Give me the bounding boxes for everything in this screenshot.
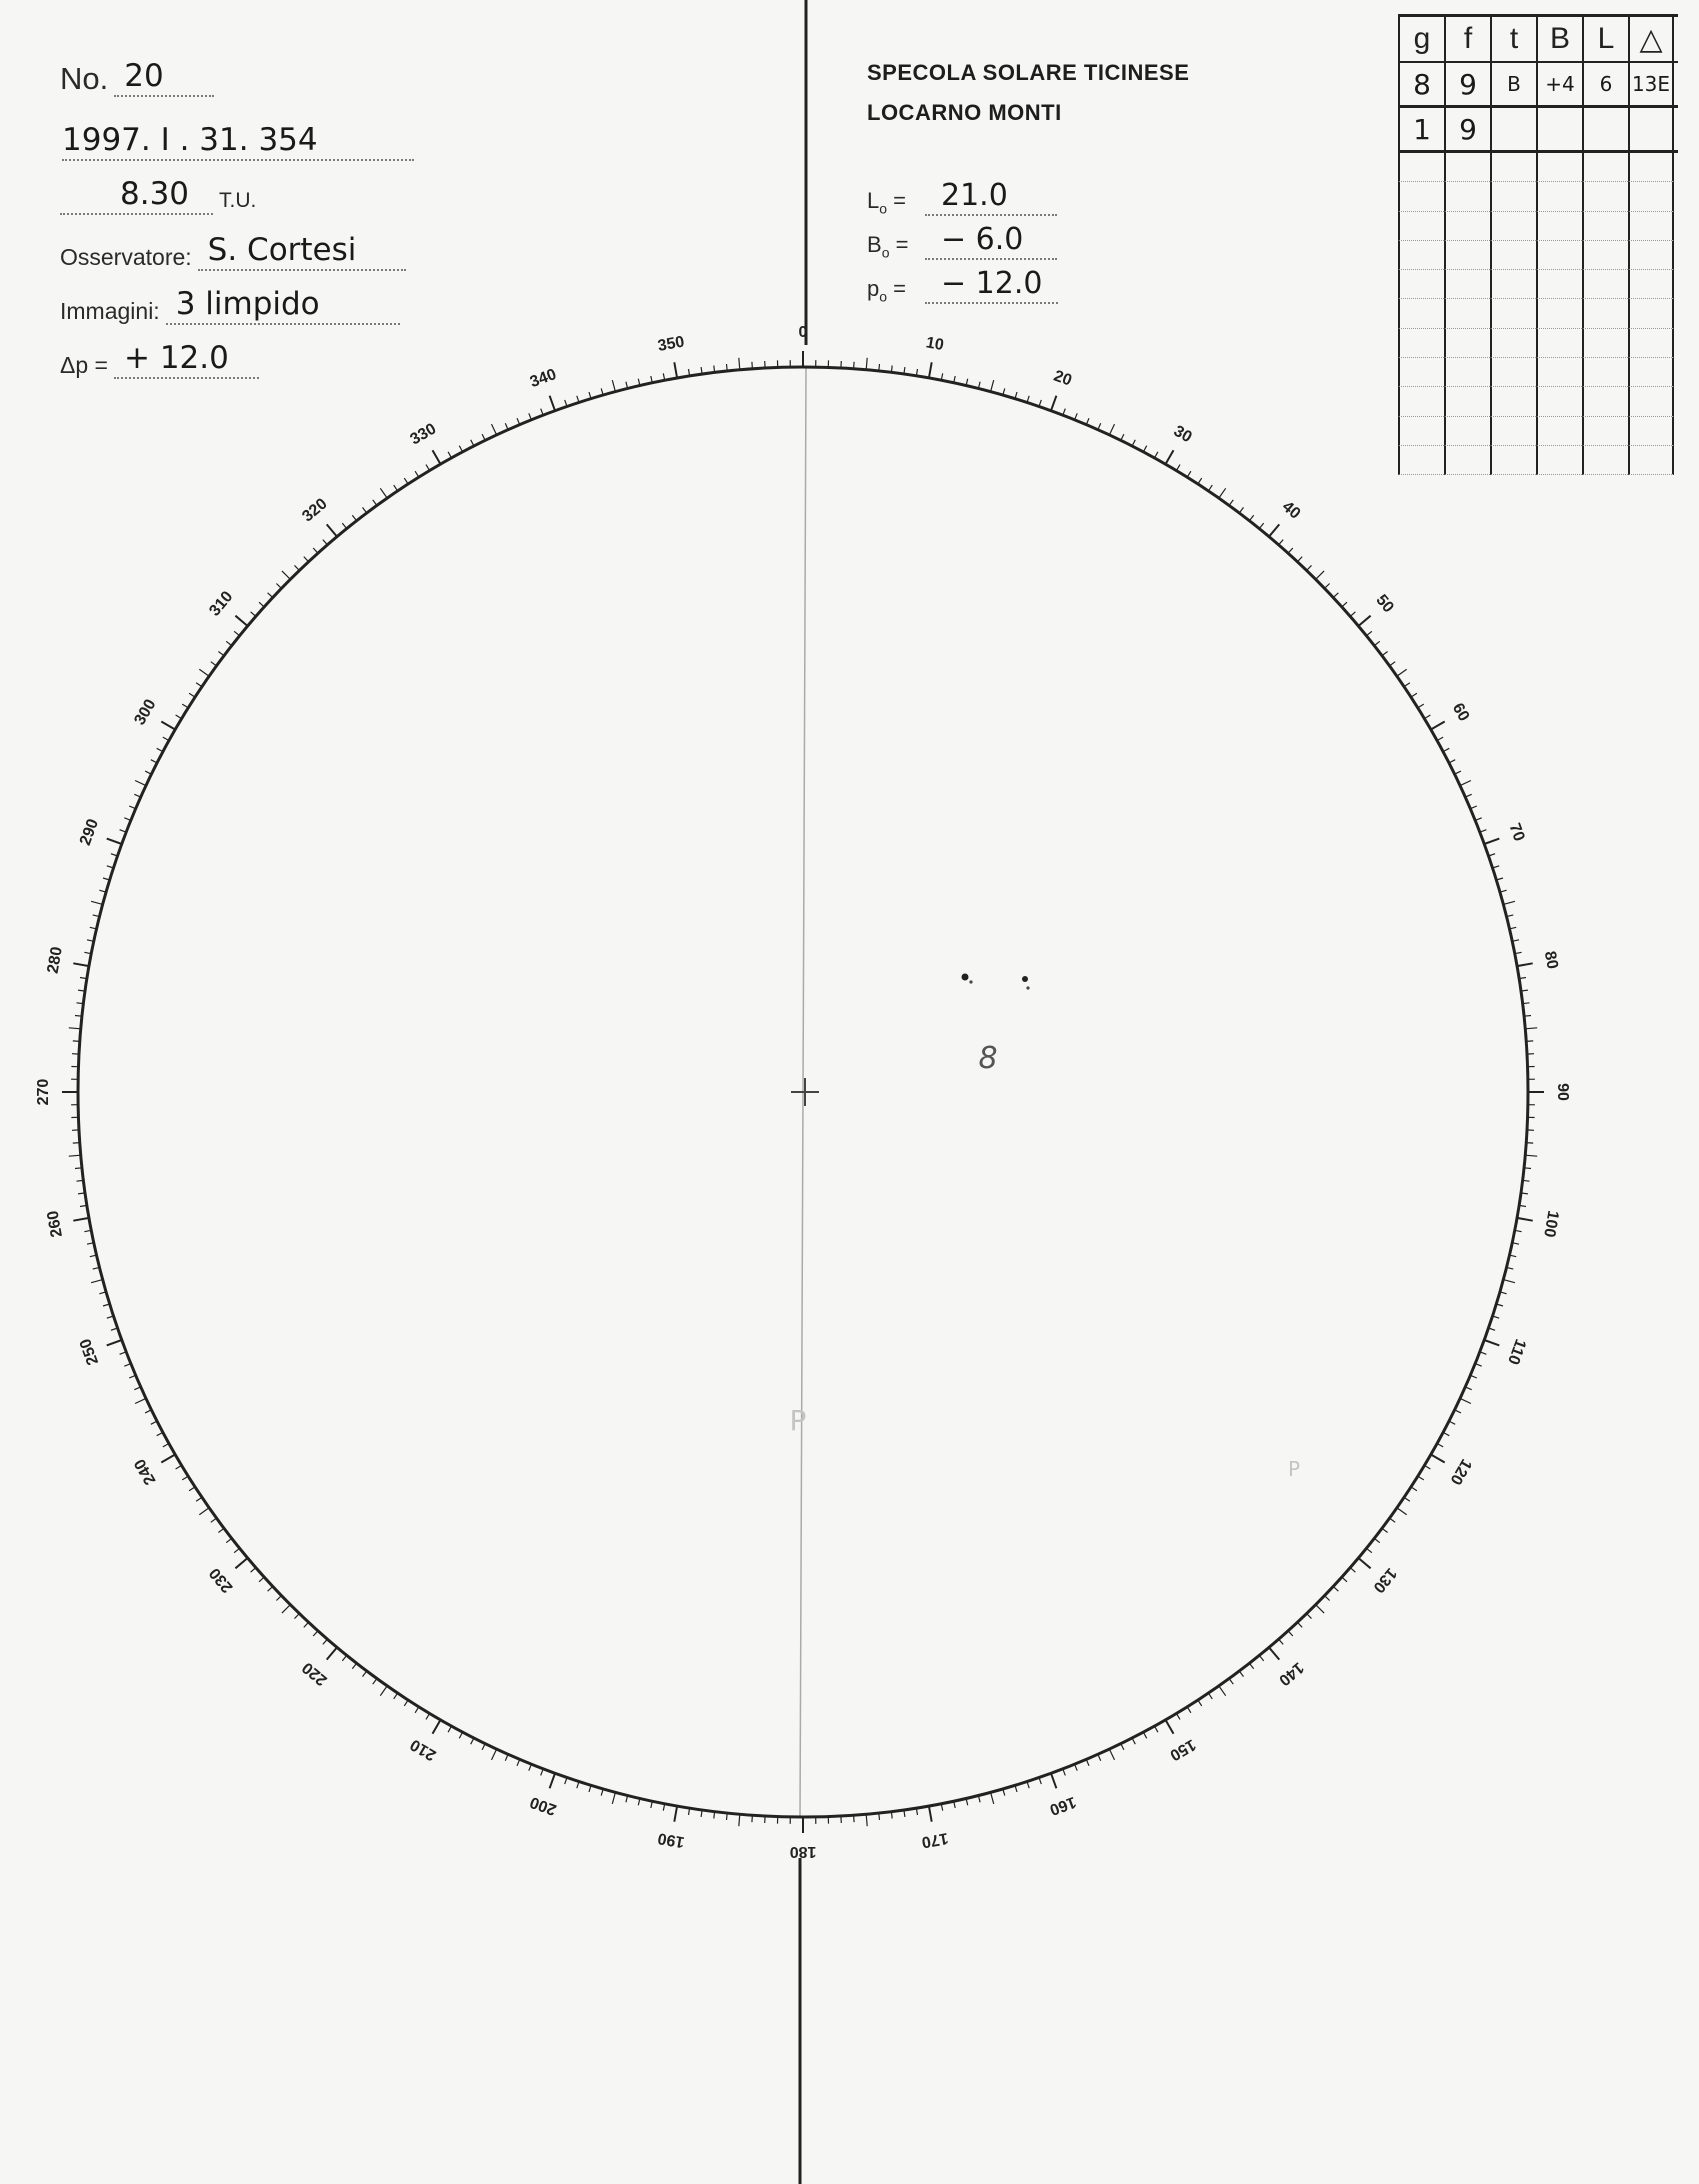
degree-tick	[373, 500, 377, 506]
degree-tick	[1358, 616, 1370, 626]
B0-value: − 6.0	[925, 222, 1057, 260]
degree-tick	[75, 1016, 82, 1017]
degree-label-180: 180	[789, 1842, 817, 1860]
degree-label-140: 140	[1275, 1658, 1307, 1689]
degree-tick	[157, 748, 163, 751]
degree-tick	[492, 424, 497, 435]
degree-tick	[1350, 1568, 1355, 1573]
table-cell: 1	[1398, 108, 1444, 150]
degree-tick	[1333, 1586, 1338, 1591]
degree-tick	[1279, 1639, 1284, 1644]
col-L-header: L	[1582, 17, 1628, 61]
degree-tick	[323, 1639, 328, 1644]
p0-value: − 12.0	[925, 266, 1058, 304]
degree-tick	[866, 1814, 867, 1826]
degree-tick	[1449, 760, 1455, 763]
degree-tick	[235, 1558, 247, 1568]
delta-p-value: + 12.0	[114, 342, 259, 379]
degree-tick	[211, 662, 217, 666]
degree-tick	[1460, 781, 1471, 786]
degree-tick	[929, 1806, 932, 1822]
degree-tick	[342, 1655, 346, 1661]
degree-tick	[1524, 1168, 1531, 1169]
degree-tick	[752, 362, 753, 369]
degree-tick	[433, 450, 441, 464]
degree-tick	[448, 1726, 451, 1732]
degree-tick	[1449, 1421, 1455, 1424]
degree-tick	[196, 683, 202, 687]
degree-label-200: 200	[527, 1792, 559, 1819]
degree-tick	[1366, 631, 1372, 635]
degree-tick	[69, 1028, 81, 1029]
degree-tick	[91, 901, 103, 904]
degree-label-170: 170	[920, 1829, 950, 1851]
degree-tick	[1307, 1614, 1312, 1619]
degree-label-320: 320	[299, 495, 331, 526]
degree-tick	[1431, 1455, 1445, 1463]
table-cell: 6	[1582, 63, 1628, 105]
degree-tick	[1325, 584, 1330, 589]
degree-tick	[1342, 1577, 1347, 1582]
degree-tick	[1404, 683, 1410, 687]
degree-tick	[739, 1814, 740, 1826]
observatory-location: LOCARNO MONTI	[867, 100, 1062, 125]
degree-label-0: 0	[798, 324, 808, 342]
degree-label-310: 310	[206, 588, 237, 620]
degree-tick	[1208, 1693, 1212, 1699]
degree-tick	[752, 1815, 753, 1822]
degree-tick	[1132, 440, 1135, 446]
degree-tick	[1208, 485, 1212, 491]
degree-tick	[1166, 450, 1174, 464]
degree-tick	[182, 704, 188, 708]
degree-tick	[363, 507, 367, 513]
degree-tick	[1523, 1180, 1530, 1181]
degree-tick	[211, 1518, 217, 1522]
degree-tick	[1249, 1663, 1253, 1669]
degree-tick	[1316, 571, 1324, 579]
B0-label: B	[867, 231, 882, 257]
degree-tick	[891, 366, 892, 373]
degree-tick	[1325, 1596, 1330, 1601]
degree-label-290: 290	[76, 816, 103, 848]
degree-tick	[1155, 1726, 1158, 1732]
degree-tick	[433, 1720, 441, 1734]
degree-tick	[1288, 548, 1293, 553]
degree-tick	[77, 1003, 84, 1004]
degree-tick	[251, 612, 256, 617]
degree-label-120: 120	[1446, 1455, 1475, 1488]
degree-label-240: 240	[131, 1455, 160, 1488]
degree-tick	[251, 1568, 256, 1573]
degree-tick	[268, 593, 273, 598]
sunspot	[1026, 986, 1029, 989]
degree-label-50: 50	[1372, 591, 1397, 617]
degree-tick	[363, 1671, 367, 1677]
table-cell: B	[1490, 63, 1536, 105]
degree-tick	[107, 1340, 122, 1345]
degree-tick	[1390, 1518, 1396, 1522]
degree-tick	[1288, 1631, 1293, 1636]
degree-tick	[550, 1773, 555, 1788]
degree-tick	[342, 523, 346, 529]
table-cell: 13E	[1628, 63, 1674, 105]
time-value: 8.30	[60, 178, 213, 215]
degree-tick	[1132, 1738, 1135, 1744]
degree-tick	[1350, 612, 1355, 617]
sunspot	[1022, 976, 1028, 982]
degree-tick	[1526, 1143, 1533, 1144]
degree-tick	[394, 485, 398, 491]
degree-label-330: 330	[407, 420, 440, 449]
degree-tick	[1176, 1713, 1180, 1719]
degree-tick	[1437, 1444, 1443, 1447]
degree-tick	[1109, 1749, 1114, 1760]
degree-tick	[276, 1596, 281, 1601]
degree-tick	[1443, 1432, 1449, 1435]
degree-tick	[404, 478, 408, 484]
degree-tick	[1390, 662, 1396, 666]
degree-tick	[459, 446, 462, 452]
degree-tick	[448, 452, 451, 458]
degree-tick	[415, 471, 419, 477]
L0-eq: =	[893, 187, 907, 213]
degree-label-280: 280	[44, 945, 66, 975]
degree-label-270: 270	[35, 1078, 53, 1106]
degree-tick	[161, 1455, 175, 1463]
degree-tick	[1418, 1476, 1424, 1480]
degree-label-350: 350	[656, 333, 686, 355]
degree-tick	[199, 1508, 209, 1515]
degree-tick	[1503, 901, 1515, 904]
degree-tick	[879, 364, 880, 371]
L0-sub: o	[879, 200, 888, 216]
degree-tick	[471, 440, 474, 446]
degree-tick	[323, 540, 328, 545]
degree-tick	[282, 1605, 290, 1613]
degree-tick	[415, 1707, 419, 1713]
degree-tick	[380, 488, 387, 498]
degree-tick	[879, 1813, 880, 1820]
degree-tick	[1358, 1558, 1370, 1568]
degree-tick	[404, 1700, 408, 1706]
L0-label: L	[867, 187, 880, 213]
degree-tick	[313, 548, 318, 553]
degree-tick	[1239, 1671, 1243, 1677]
degree-tick	[1524, 1016, 1531, 1017]
degree-tick	[1109, 424, 1114, 435]
degree-tick	[1397, 1508, 1407, 1515]
sunspot	[969, 980, 972, 983]
degree-tick	[1525, 1028, 1537, 1029]
degree-tick	[1316, 1605, 1324, 1613]
degree-tick	[73, 1143, 80, 1144]
degree-tick	[182, 1476, 188, 1480]
degree-tick	[1307, 565, 1312, 570]
degree-tick	[727, 364, 728, 371]
table-cell: 9	[1444, 63, 1490, 105]
degree-label-30: 30	[1170, 422, 1195, 447]
degree-tick	[674, 362, 677, 378]
degree-tick	[1418, 704, 1424, 708]
degree-tick	[276, 584, 281, 589]
degree-tick	[1437, 737, 1443, 740]
degree-tick	[218, 1528, 224, 1532]
faint-pencil-mark: P	[789, 1404, 807, 1437]
degree-tick	[929, 362, 932, 378]
degree-label-80: 80	[1540, 949, 1561, 971]
degree-tick	[226, 1538, 232, 1542]
L0-value: 21.0	[925, 178, 1057, 216]
degree-tick	[1269, 524, 1279, 536]
degree-tick	[163, 1444, 169, 1447]
col-delta-header: △	[1628, 17, 1674, 61]
degree-tick	[394, 1693, 398, 1699]
B0-eq: =	[895, 231, 909, 257]
degree-tick	[1259, 523, 1263, 529]
degree-tick	[1517, 963, 1533, 966]
images-value: 3 limpido	[166, 288, 400, 325]
degree-tick	[176, 715, 182, 719]
degree-tick	[163, 737, 169, 740]
degree-tick	[176, 1465, 182, 1469]
degree-tick	[135, 781, 146, 786]
degree-label-220: 220	[299, 1658, 331, 1689]
degree-tick	[189, 1487, 195, 1491]
degree-tick	[1166, 1720, 1174, 1734]
degree-tick	[1424, 1465, 1430, 1469]
degree-tick	[313, 1631, 318, 1636]
p0-sub: o	[879, 288, 888, 304]
degree-tick	[1523, 1003, 1530, 1004]
degree-label-20: 20	[1051, 367, 1074, 390]
degree-tick	[1411, 693, 1417, 697]
degree-tick	[714, 1812, 715, 1819]
faint-pencil-mark: P	[1287, 1457, 1301, 1481]
degree-tick	[151, 760, 157, 763]
degree-tick	[373, 1679, 377, 1685]
degree-label-110: 110	[1504, 1336, 1529, 1367]
degree-tick	[234, 1548, 240, 1552]
degree-tick	[727, 1813, 728, 1820]
degree-label-150: 150	[1166, 1735, 1199, 1764]
degree-tick	[1484, 839, 1499, 844]
degree-tick	[295, 1614, 300, 1619]
degree-tick	[234, 631, 240, 635]
degree-tick	[1525, 1155, 1537, 1156]
degree-tick	[1239, 507, 1243, 513]
degree-tick	[492, 1749, 497, 1760]
degree-label-190: 190	[656, 1829, 686, 1851]
degree-tick	[1198, 1700, 1202, 1706]
col-f-header: f	[1444, 17, 1490, 61]
degree-tick	[1526, 1041, 1533, 1042]
degree-tick	[1051, 1773, 1056, 1788]
degree-tick	[1279, 540, 1284, 545]
degree-tick	[891, 1812, 892, 1819]
degree-tick	[73, 1218, 89, 1221]
degree-tick	[1411, 1487, 1417, 1491]
p0-label: p	[867, 275, 880, 301]
degree-tick	[1366, 1548, 1372, 1552]
degree-label-70: 70	[1505, 821, 1528, 844]
degree-tick	[1229, 1679, 1233, 1685]
degree-tick	[1198, 478, 1202, 484]
number-label: No.	[60, 60, 109, 96]
degree-label-340: 340	[527, 365, 559, 392]
degree-tick	[1219, 488, 1226, 498]
degree-tick	[1187, 1707, 1191, 1713]
degree-tick	[854, 1815, 855, 1822]
degree-tick	[327, 1647, 337, 1659]
degree-tick	[612, 380, 615, 392]
degree-label-100: 100	[1540, 1209, 1562, 1239]
degree-tick	[1374, 1538, 1380, 1542]
degree-tick	[69, 1155, 81, 1156]
degree-tick	[107, 839, 122, 844]
degree-tick	[1155, 452, 1158, 458]
degree-tick	[259, 602, 264, 607]
degree-tick	[282, 571, 290, 579]
degree-label-300: 300	[131, 696, 160, 729]
degree-tick	[1259, 1655, 1263, 1661]
degree-tick	[1051, 396, 1056, 411]
degree-label-160: 160	[1047, 1792, 1079, 1819]
degree-tick	[1431, 722, 1445, 730]
degree-tick	[866, 358, 867, 370]
degree-tick	[135, 1398, 146, 1403]
degree-tick	[1503, 1280, 1515, 1283]
degree-tick	[151, 1421, 157, 1424]
observatory-name: SPECOLA SOLARE TICINESE	[867, 60, 1190, 85]
degree-tick	[471, 1738, 474, 1744]
degree-tick	[1382, 1528, 1388, 1532]
number-value: 20	[114, 60, 213, 97]
degree-tick	[75, 1168, 82, 1169]
degree-tick	[1269, 1647, 1279, 1659]
degree-label-90: 90	[1553, 1083, 1571, 1101]
degree-tick	[1249, 515, 1253, 521]
degree-label-260: 260	[44, 1209, 66, 1239]
degree-tick	[73, 963, 89, 966]
degree-label-230: 230	[206, 1564, 237, 1596]
degree-tick	[426, 1713, 430, 1719]
sunspot	[962, 974, 969, 981]
degree-label-60: 60	[1448, 700, 1473, 725]
degree-tick	[1484, 1340, 1499, 1345]
table-cell: 8	[1398, 63, 1444, 105]
degree-tick	[157, 1432, 163, 1435]
degree-tick	[854, 362, 855, 369]
degree-tick	[295, 565, 300, 570]
delta-p-label: Δp =	[60, 351, 108, 378]
date-value: 1997. I . 31. 354	[62, 124, 414, 161]
degree-label-130: 130	[1369, 1564, 1400, 1596]
degree-tick	[304, 1622, 309, 1627]
degree-tick	[73, 1041, 80, 1042]
degree-tick	[189, 693, 195, 697]
col-B-header: B	[1536, 17, 1582, 61]
degree-tick	[426, 465, 430, 471]
table-cell: 9	[1444, 108, 1490, 150]
degree-tick	[1143, 446, 1146, 452]
degree-tick	[1404, 1497, 1410, 1501]
table-cell: +4	[1536, 63, 1582, 105]
degree-tick	[1297, 557, 1302, 562]
degree-tick	[1397, 669, 1407, 676]
degree-tick	[1333, 593, 1338, 598]
col-t-header: t	[1490, 17, 1536, 61]
degree-tick	[1187, 471, 1191, 477]
degree-tick	[1297, 1622, 1302, 1627]
degree-label-210: 210	[407, 1735, 440, 1764]
degree-label-250: 250	[76, 1336, 103, 1368]
degree-tick	[218, 652, 224, 656]
degree-tick	[991, 380, 994, 392]
degree-label-40: 40	[1278, 498, 1304, 523]
degree-tick	[91, 1280, 103, 1283]
degree-tick	[235, 616, 247, 626]
degree-tick	[991, 1792, 994, 1804]
degree-tick	[259, 1577, 264, 1582]
degree-tick	[1143, 1732, 1146, 1738]
degree-label-10: 10	[924, 334, 946, 355]
degree-tick	[1460, 1398, 1471, 1403]
degree-tick	[196, 1497, 202, 1501]
observer-label: Osservatore:	[60, 243, 192, 270]
p0-eq: =	[893, 275, 907, 301]
observer-value: S. Cortesi	[198, 234, 407, 271]
degree-tick	[459, 1732, 462, 1738]
col-g-header: g	[1398, 17, 1444, 61]
degree-tick	[1176, 465, 1180, 471]
group-number-label: 8	[978, 1041, 998, 1076]
degree-tick	[268, 1586, 273, 1591]
degree-tick	[1382, 652, 1388, 656]
degree-tick	[380, 1686, 387, 1696]
degree-tick	[1342, 602, 1347, 607]
degree-tick	[199, 669, 209, 676]
degree-tick	[550, 396, 555, 411]
images-label: Immagini:	[60, 297, 160, 324]
degree-tick	[612, 1792, 615, 1804]
degree-tick	[674, 1806, 677, 1822]
degree-tick	[739, 358, 740, 370]
degree-tick	[1229, 500, 1233, 506]
degree-tick	[352, 515, 356, 521]
degree-tick	[327, 524, 337, 536]
degree-tick	[714, 366, 715, 373]
time-unit: T.U.	[219, 188, 257, 212]
degree-tick	[226, 641, 232, 645]
degree-tick	[352, 1663, 356, 1669]
B0-sub: o	[881, 244, 890, 260]
degree-tick	[1443, 748, 1449, 751]
degree-tick	[161, 722, 175, 730]
degree-tick	[77, 1180, 84, 1181]
degree-tick	[1374, 641, 1380, 645]
degree-tick	[304, 557, 309, 562]
degree-tick	[1219, 1686, 1226, 1696]
degree-tick	[1517, 1218, 1533, 1221]
degree-tick	[1424, 715, 1430, 719]
